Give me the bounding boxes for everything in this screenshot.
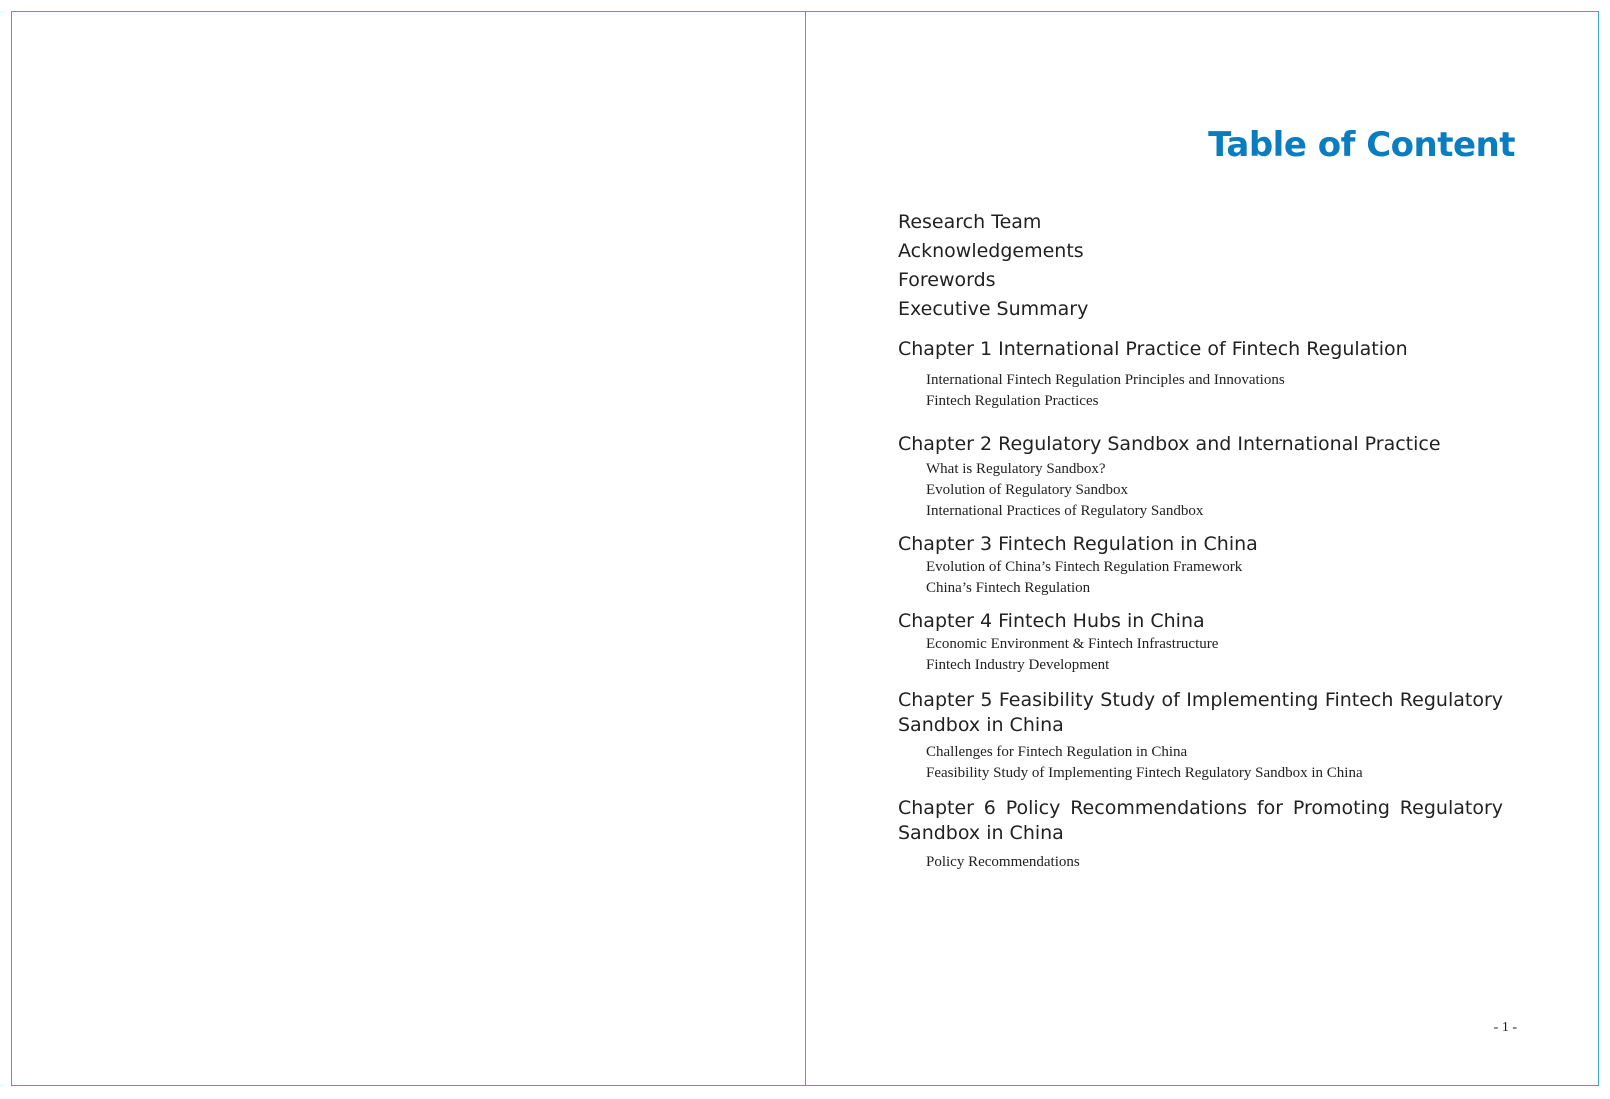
chapter-title[interactable]: Chapter 1 International Practice of Fintech Regulation [898,338,1408,360]
right-page [805,11,1599,1086]
toc-section[interactable]: Evolution of China’s Fintech Regulation Framework [926,559,1243,575]
chapter-title[interactable]: Chapter 4 Fintech Hubs in China [898,610,1205,632]
chapter-6 [898,796,1503,873]
chapter-title[interactable]: Chapter 3 Fintech Regulation in China [898,533,1258,555]
toc-item-forewords[interactable]: Forewords [898,269,996,291]
table-of-contents [898,208,1503,873]
toc-section[interactable]: China’s Fintech Regulation [926,580,1091,596]
chapter-title[interactable]: Chapter 6 Policy Recommendations for Promoting Regulatory Sandbox in China [898,797,1503,844]
front-matter-list [898,208,1503,324]
toc-section[interactable]: Evolution of Regulatory Sandbox [926,482,1129,498]
book-spread [11,11,1599,1086]
chapter-4 [898,609,1503,676]
page-number: - 1 - [1493,1020,1517,1035]
chapter-title[interactable]: Chapter 2 Regulatory Sandbox and International Practice [898,433,1441,455]
left-page-blank [11,11,806,1086]
toc-section[interactable]: Feasibility Study of Implementing Fintech Regulatory Sandbox in China [926,765,1363,781]
toc-section[interactable]: International Fintech Regulation Principles and Innovations [926,372,1285,388]
toc-section[interactable]: Policy Recommendations [926,854,1080,870]
toc-section[interactable]: Challenges for Fintech Regulation in China [926,744,1188,760]
toc-heading: Table of Content [1208,125,1515,165]
toc-section[interactable]: Fintech Industry Development [926,657,1110,673]
chapter-3 [898,532,1503,599]
toc-section[interactable]: Economic Environment & Fintech Infrastructure [926,636,1219,652]
toc-section[interactable]: Fintech Regulation Practices [926,393,1099,409]
chapter-2 [898,432,1503,522]
toc-section[interactable]: What is Regulatory Sandbox? [926,461,1106,477]
toc-section[interactable]: International Practices of Regulatory Sandbox [926,503,1204,519]
chapter-5 [898,688,1503,784]
toc-item-acknowledgements[interactable]: Acknowledgements [898,240,1084,262]
toc-item-executive-summary[interactable]: Executive Summary [898,298,1089,320]
toc-item-research-team[interactable]: Research Team [898,211,1042,233]
chapter-title[interactable]: Chapter 5 Feasibility Study of Implementing Fintech Regulatory Sandbox in China [898,689,1503,736]
chapter-1 [898,337,1503,412]
